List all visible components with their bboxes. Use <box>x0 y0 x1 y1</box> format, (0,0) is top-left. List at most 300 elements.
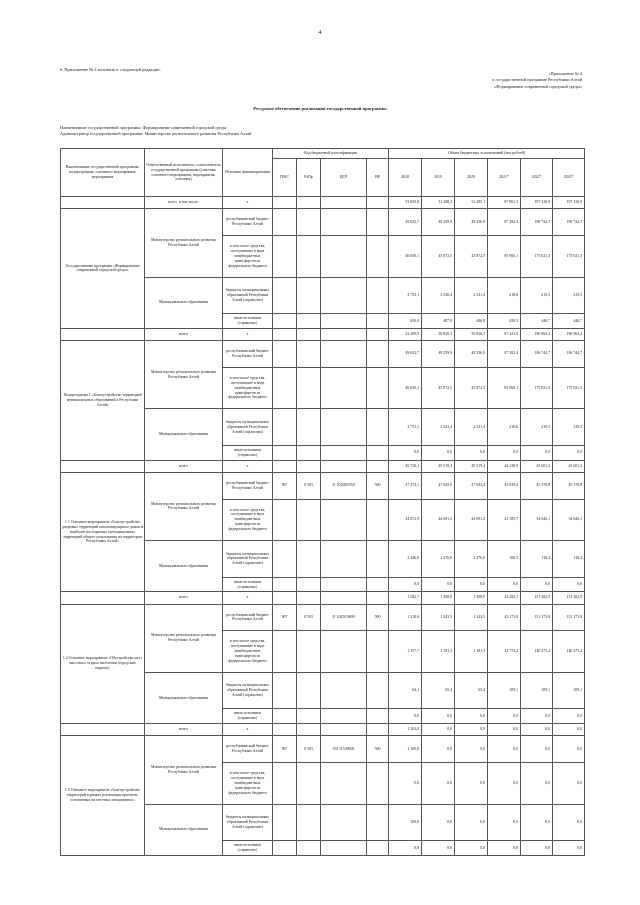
kbk-cell-blank <box>321 328 367 340</box>
value-cell: 140 375,2 <box>521 631 553 672</box>
kbk-cell-blank <box>297 460 321 472</box>
appendix-line-1: «Приложение № 4 <box>548 71 582 76</box>
value-cell: 0,0 <box>521 763 553 804</box>
row-source: республиканский бюджет Республики Алтай <box>223 736 273 763</box>
row-program-blank <box>61 197 145 209</box>
kbk-cell-blank <box>367 460 389 472</box>
value-cell: 108,5 <box>488 541 521 578</box>
value-cell: 34 646,1 <box>553 499 585 540</box>
row-responsible: Муниципальные образования <box>145 409 223 460</box>
value-cell: 196 744,7 <box>521 209 553 236</box>
kbk-cell <box>297 236 321 277</box>
row-source: республиканский бюджет Республики Алтай <box>223 209 273 236</box>
row-source: бюджеты муниципальных образований Республики Алтай (справочно) <box>223 804 273 841</box>
value-cell: 0,0 <box>553 736 585 763</box>
value-cell: 151 262,9 <box>553 592 585 604</box>
kbk-cell <box>273 577 297 592</box>
kbk-cell: 0 503 <box>297 604 321 631</box>
kbk-cell-blank <box>367 197 389 209</box>
kbk-cell-blank <box>367 328 389 340</box>
value-cell: 218,6 <box>488 409 521 446</box>
value-cell: 0,0 <box>488 709 521 724</box>
value-cell: 0,0 <box>455 577 488 592</box>
kbk-cell <box>273 209 297 236</box>
kbk-cell: 907 <box>273 604 297 631</box>
value-cell: 49 652,7 <box>389 340 422 367</box>
table-row <box>61 209 585 236</box>
value-cell: 1 181,3 <box>422 631 455 672</box>
kbk-cell <box>321 209 367 236</box>
kbk-cell <box>297 499 321 540</box>
kbk-cell <box>367 209 389 236</box>
value-cell: 140 375,2 <box>553 631 585 672</box>
value-cell: 151 173,8 <box>553 604 585 631</box>
header-year: 2019 <box>422 159 455 197</box>
value-cell: 2 541,4 <box>455 409 488 446</box>
kbk-cell-blank <box>321 724 367 736</box>
row-total-label: всего <box>145 328 223 340</box>
kbk-cell <box>297 340 321 367</box>
kbk-cell <box>297 763 321 804</box>
row-source: в том числе средства, поступившие в виде межбюджетных трансфертов из федерального бюджета <box>223 236 273 277</box>
header-year: 2022* <box>521 159 553 197</box>
kbk-cell <box>297 367 321 408</box>
value-cell: 219,5 <box>521 409 553 446</box>
kbk-cell <box>321 445 367 460</box>
value-cell: 48 256,9 <box>455 209 488 236</box>
value-cell: 109,1 <box>553 672 585 709</box>
value-cell: 0,0 <box>422 724 455 736</box>
value-cell: 219,5 <box>553 409 585 446</box>
appendix-header <box>492 71 582 90</box>
kbk-cell <box>367 763 389 804</box>
value-cell: 450,3 <box>488 314 521 329</box>
row-program-blank <box>61 724 145 736</box>
value-cell: 109,1 <box>488 672 521 709</box>
kbk-cell: 907 <box>273 736 297 763</box>
row-program-name: 1.3 Основное мероприятие «Благоустройство территорий в рамках реализации проектов, основанных на местных инициативах» <box>61 736 145 856</box>
kbk-cell <box>297 277 321 314</box>
value-cell: 1 218,6 <box>389 604 422 631</box>
row-total-label: всего <box>145 724 223 736</box>
value-cell: 53 055,8 <box>389 197 422 209</box>
row-program-name: 1.1 Основное мероприятие «Благоустройство дворовых территорий многоквартирных домов и наиболее посещаемых муниципальных территорий общего пользования на территории Республики Алтай» <box>61 472 145 592</box>
value-cell: 2 541,4 <box>455 277 488 314</box>
value-cell: 45 601,3 <box>521 460 553 472</box>
value-cell: 49 519,4 <box>455 460 488 472</box>
header-program: Наименование государственной программы, подпрограммы, основного мероприятия, мероприятия <box>61 149 145 197</box>
value-cell: 0,0 <box>488 841 521 856</box>
value-cell: 85 960,1 <box>488 236 521 277</box>
kbk-cell <box>321 672 367 709</box>
value-cell: 0,0 <box>521 724 553 736</box>
value-cell: 43 929,4 <box>488 472 521 499</box>
value-cell: 175 021,3 <box>553 367 585 408</box>
kbk-cell <box>273 672 297 709</box>
value-cell: 0,0 <box>521 445 553 460</box>
kbk-cell <box>321 631 367 672</box>
value-cell: 49 519,4 <box>422 460 455 472</box>
value-cell: 2 476,0 <box>455 541 488 578</box>
header-year: 2021* <box>488 159 521 197</box>
header-volume: Объем бюджетных ассигнований (тыс.рублей) <box>389 149 585 159</box>
value-cell: 110,4 <box>521 541 553 578</box>
value-cell: 45 872,5 <box>422 367 455 408</box>
row-responsible: Муниципальные образования <box>145 541 223 592</box>
value-cell: 48 259,9 <box>422 340 455 367</box>
kbk-cell-blank <box>321 197 367 209</box>
kbk-cell <box>297 314 321 329</box>
value-cell: 0,0 <box>389 577 422 592</box>
kbk-cell <box>273 367 297 408</box>
table-row <box>61 592 585 604</box>
header-grbs: ГРБС <box>273 159 297 197</box>
value-cell: 110,4 <box>553 541 585 578</box>
kbk-cell <box>367 841 389 856</box>
row-program-blank <box>61 460 145 472</box>
row-source: иные источники (справочно) <box>223 445 273 460</box>
row-source: бюджеты муниципальных образований Республики Алтай (справочно) <box>223 277 273 314</box>
kbk-cell <box>273 340 297 367</box>
kbk-cell <box>367 804 389 841</box>
appendix-line-3: «Формирование современной городской среды» <box>493 83 582 89</box>
kbk-cell-blank <box>297 724 321 736</box>
value-cell: 0,0 <box>422 577 455 592</box>
value-cell: 48 259,9 <box>422 209 455 236</box>
kbk-cell-blank <box>297 328 321 340</box>
row-total-x: х <box>223 197 273 209</box>
value-cell: 87 292,4 <box>488 209 521 236</box>
value-cell: 0,0 <box>455 709 488 724</box>
value-cell: 175 021,3 <box>521 236 553 277</box>
kbk-cell <box>321 409 367 446</box>
table-row <box>61 736 585 763</box>
kbk-cell-blank <box>367 592 389 604</box>
row-responsible: Министерство регионального развития Республики Алтай <box>145 736 223 804</box>
row-source: в том числе средства, поступившие в виде межбюджетных трансфертов из федерального бюджета <box>223 499 273 540</box>
value-cell: 0,0 <box>389 709 422 724</box>
row-source: бюджеты муниципальных образований Республики Алтай (справочно) <box>223 541 273 578</box>
value-cell: 51 285,1 <box>455 197 488 209</box>
kbk-cell <box>273 314 297 329</box>
value-cell: 0,0 <box>422 841 455 856</box>
value-cell: 0,0 <box>553 724 585 736</box>
appendix-line-2: к государственной программе Республики Алтай <box>492 77 582 83</box>
value-cell: 0,0 <box>488 736 521 763</box>
value-cell: 0,0 <box>422 804 455 841</box>
value-cell: 34 646,1 <box>521 499 553 540</box>
value-cell: 0,0 <box>422 709 455 724</box>
value-cell: 0,0 <box>422 736 455 763</box>
row-source: бюджеты муниципальных образований Республики Алтай (справочно) <box>223 672 273 709</box>
value-cell: 44 691,2 <box>455 499 488 540</box>
kbk-cell <box>273 236 297 277</box>
row-total-x: х <box>223 460 273 472</box>
row-source: бюджеты муниципальных образований Республики Алтай (справочно) <box>223 409 273 446</box>
value-cell: 0,0 <box>553 804 585 841</box>
row-program-name: Подпрограмма 1 «Благоустройство территорий муниципальных образований в Республике Алтай» <box>61 340 145 460</box>
row-total-label: всего <box>145 592 223 604</box>
resource-table <box>60 148 585 856</box>
row-responsible: Муниципальные образования <box>145 672 223 723</box>
value-cell: 0,0 <box>553 709 585 724</box>
value-cell: 64,1 <box>389 672 422 709</box>
value-cell: 1 203,0 <box>389 724 422 736</box>
value-cell: 487,9 <box>422 314 455 329</box>
table-row <box>61 604 585 631</box>
value-cell: 49 652,7 <box>389 209 422 236</box>
row-responsible: Министерство регионального развития Республики Алтай <box>145 472 223 540</box>
kbk-cell: 0 503 <box>297 736 321 763</box>
kbk-cell <box>297 541 321 578</box>
row-source: иные источники (справочно) <box>223 577 273 592</box>
value-cell: 2 476,0 <box>422 541 455 578</box>
value-cell: 197 410,9 <box>521 197 553 209</box>
value-cell: 1 243,5 <box>455 604 488 631</box>
kbk-cell <box>297 209 321 236</box>
kbk-cell-blank <box>273 460 297 472</box>
kbk-cell <box>367 277 389 314</box>
page-number: 4 <box>318 30 322 36</box>
kbk-cell <box>367 445 389 460</box>
value-cell: 446,7 <box>553 314 585 329</box>
value-cell: 46 030,1 <box>389 367 422 408</box>
kbk-cell-blank <box>297 197 321 209</box>
row-responsible: Министерство регионального развития Республики Алтай <box>145 209 223 277</box>
value-cell: 2 751,1 <box>389 409 422 446</box>
kbk-cell <box>273 277 297 314</box>
kbk-cell: I1 1010R5550 <box>321 472 367 499</box>
value-cell: 197 410,9 <box>553 197 585 209</box>
value-cell: 151 173,8 <box>521 604 553 631</box>
kbk-cell <box>367 367 389 408</box>
row-program-blank <box>61 328 145 340</box>
kbk-cell <box>321 709 367 724</box>
value-cell: 0,0 <box>389 763 422 804</box>
value-cell: 52 209,8 <box>389 328 422 340</box>
kbk-cell <box>273 709 297 724</box>
value-cell: 23 185,7 <box>488 499 521 540</box>
value-cell: 47 274,1 <box>389 472 422 499</box>
kbk-cell: I1 1025L9600 <box>321 604 367 631</box>
kbk-cell <box>297 672 321 709</box>
value-cell: 51 288,2 <box>422 197 455 209</box>
value-cell: 50 828,3 <box>455 328 488 340</box>
value-cell: 0,0 <box>389 841 422 856</box>
value-cell: 85 960,1 <box>488 367 521 408</box>
row-responsible: Муниципальные образования <box>145 277 223 328</box>
header-kbk: Код бюджетной классификации <box>273 149 389 159</box>
value-cell: 196 744,7 <box>553 209 585 236</box>
value-cell: 0,0 <box>521 577 553 592</box>
row-total-x: х <box>223 724 273 736</box>
kbk-cell <box>321 763 367 804</box>
value-cell: 2 446,0 <box>389 541 422 578</box>
value-cell: 0,0 <box>422 763 455 804</box>
kbk-cell <box>367 631 389 672</box>
value-cell: 1 308,9 <box>422 592 455 604</box>
value-cell: 486,8 <box>455 314 488 329</box>
header-source: Источник финансирования <box>223 149 273 197</box>
kbk-cell-blank <box>273 197 297 209</box>
program-meta <box>60 125 251 137</box>
kbk-cell <box>321 841 367 856</box>
table-row <box>61 328 585 340</box>
value-cell: 1 308,9 <box>455 592 488 604</box>
value-cell: 44 691,2 <box>422 499 455 540</box>
page-title: Ресурсное обеспечение реализации государственной программы <box>253 106 387 111</box>
value-cell: 0,0 <box>521 841 553 856</box>
value-cell: 0,0 <box>488 804 521 841</box>
value-cell: 0,0 <box>553 841 585 856</box>
kbk-cell <box>367 236 389 277</box>
value-cell: 0,0 <box>455 736 488 763</box>
table-row <box>61 340 585 367</box>
kbk-cell <box>297 709 321 724</box>
row-total-label: всего <box>145 460 223 472</box>
kbk-cell <box>273 841 297 856</box>
value-cell: 2 753,1 <box>389 277 422 314</box>
kbk-cell-blank <box>321 592 367 604</box>
header-year: 2018 <box>389 159 422 197</box>
value-cell: 196 744,7 <box>521 340 553 367</box>
kbk-cell-blank <box>367 724 389 736</box>
value-cell: 151 262,9 <box>521 592 553 604</box>
value-cell: 0,0 <box>455 724 488 736</box>
kbk-cell <box>321 367 367 408</box>
table-row <box>61 460 585 472</box>
kbk-cell <box>367 340 389 367</box>
value-cell: 219,5 <box>521 277 553 314</box>
row-responsible: Министерство регионального развития Республики Алтай <box>145 340 223 408</box>
kbk-cell-blank <box>273 328 297 340</box>
value-cell: 175 021,3 <box>521 367 553 408</box>
value-cell: 0,0 <box>455 804 488 841</box>
value-cell: 196 744,7 <box>553 340 585 367</box>
value-cell: 45 601,3 <box>553 460 585 472</box>
value-cell: 219,5 <box>553 277 585 314</box>
value-cell: 87 421,0 <box>488 328 521 340</box>
header-year: 2023* <box>553 159 585 197</box>
kbk-cell: 500 <box>367 736 389 763</box>
value-cell: 0,0 <box>488 724 521 736</box>
kbk-cell <box>321 541 367 578</box>
kbk-cell-blank <box>273 724 297 736</box>
value-cell: 0,0 <box>488 763 521 804</box>
row-total-label: всего, в том числе: <box>145 197 223 209</box>
row-program-name: 1.2 Основное мероприятие «Обустройство мест массового отдыха населения (городских парков)» <box>61 604 145 724</box>
value-cell: 0,0 <box>455 445 488 460</box>
row-program-blank <box>61 592 145 604</box>
kbk-cell <box>297 577 321 592</box>
value-cell: 0,0 <box>521 804 553 841</box>
row-total-x: х <box>223 592 273 604</box>
kbk-cell <box>297 804 321 841</box>
row-program-name: Государственная программа «Формирование современной городской среды» <box>61 209 145 329</box>
kbk-cell-blank <box>297 592 321 604</box>
value-cell: 0,0 <box>488 577 521 592</box>
kbk-cell: 0 503 <box>297 472 321 499</box>
header-vr: ВР <box>367 159 389 197</box>
kbk-cell <box>321 236 367 277</box>
value-cell: 50 828,3 <box>422 328 455 340</box>
value-cell: 32 774,4 <box>488 631 521 672</box>
header-responsible: Ответственный исполнитель, соисполнитель государственной программы (участник основного мероприятия, мероприятия, участник) <box>145 149 223 197</box>
kbk-cell: 391 I1540600 <box>321 736 367 763</box>
value-cell: 0,0 <box>553 445 585 460</box>
value-cell: 0,0 <box>521 736 553 763</box>
value-cell: 1 157,7 <box>389 631 422 672</box>
value-cell: 45 872,5 <box>422 236 455 277</box>
row-source: иные источники (справочно) <box>223 709 273 724</box>
value-cell: 49 720,1 <box>389 460 422 472</box>
kbk-cell <box>367 541 389 578</box>
kbk-cell <box>297 409 321 446</box>
value-cell: 0,0 <box>521 709 553 724</box>
kbk-cell: 907 <box>273 472 297 499</box>
kbk-cell <box>273 763 297 804</box>
value-cell: 0,0 <box>488 445 521 460</box>
value-cell: 43 282,1 <box>488 592 521 604</box>
value-cell: 100,0 <box>389 804 422 841</box>
table-row <box>61 472 585 499</box>
table-body <box>61 197 585 856</box>
header-csr: ЦСР <box>321 159 367 197</box>
kbk-cell <box>367 577 389 592</box>
value-cell: 0,0 <box>455 841 488 856</box>
kbk-cell <box>367 314 389 329</box>
value-cell: 45 872,5 <box>455 367 488 408</box>
value-cell: 87 961,3 <box>488 197 521 209</box>
kbk-cell <box>367 709 389 724</box>
kbk-cell <box>367 409 389 446</box>
kbk-cell <box>321 804 367 841</box>
program-name: Наименование государственной программы: Формирование современной городской среды <box>60 125 227 130</box>
kbk-cell <box>273 631 297 672</box>
row-source: республиканский бюджет Республики Алтай <box>223 472 273 499</box>
value-cell: 65,4 <box>422 672 455 709</box>
kbk-cell <box>273 541 297 578</box>
value-cell: 45 370,9 <box>521 472 553 499</box>
row-source: иные источники (справочно) <box>223 841 273 856</box>
row-responsible: Министерство регионального развития Республики Алтай <box>145 604 223 672</box>
kbk-cell <box>297 631 321 672</box>
value-cell: 44 872,9 <box>389 499 422 540</box>
value-cell: 47 043,4 <box>455 472 488 499</box>
row-source: в том числе средства, поступившие в виде межбюджетных трансфертов из федерального бюджета <box>223 367 273 408</box>
value-cell: 48 256,9 <box>455 340 488 367</box>
row-source: в том числе средства, поступившие в виде межбюджетных трансфертов из федерального бюджета <box>223 631 273 672</box>
value-cell: 47 043,6 <box>422 472 455 499</box>
row-total-x: х <box>223 328 273 340</box>
value-cell: 196 964,2 <box>521 328 553 340</box>
value-cell: 650,0 <box>389 314 422 329</box>
table-row <box>61 197 585 209</box>
value-cell: 65,4 <box>455 672 488 709</box>
value-cell: 2 541,4 <box>422 409 455 446</box>
value-cell: 0,0 <box>553 577 585 592</box>
value-cell: 1 282,7 <box>389 592 422 604</box>
value-cell: 2 540,4 <box>422 277 455 314</box>
row-source: в том числе средства, поступившие в виде межбюджетных трансфертов из федерального бюджета <box>223 763 273 804</box>
kbk-cell <box>321 314 367 329</box>
kbk-cell <box>321 577 367 592</box>
kbk-cell <box>321 340 367 367</box>
value-cell: 175 021,3 <box>553 236 585 277</box>
kbk-cell <box>367 672 389 709</box>
value-cell: 0,0 <box>553 763 585 804</box>
value-cell: 46 050,1 <box>389 236 422 277</box>
